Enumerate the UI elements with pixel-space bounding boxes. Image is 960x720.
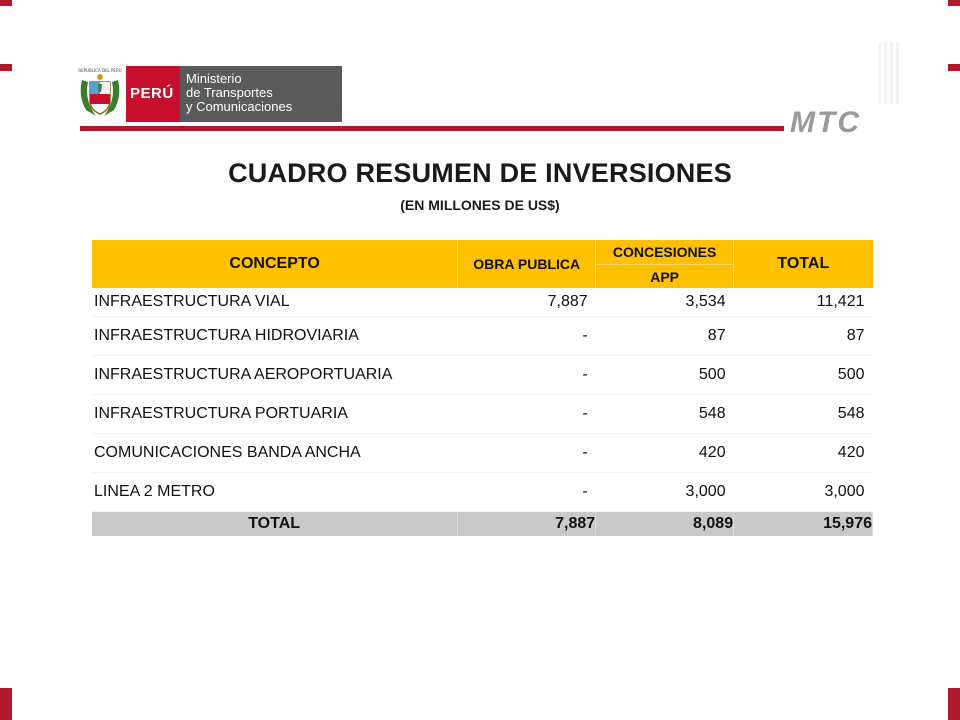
- row-total: 3,000: [734, 473, 873, 512]
- side-mark-right: [948, 64, 960, 71]
- page-subtitle: (EN MILLONES DE US$): [400, 197, 560, 213]
- row-app: 87: [596, 317, 734, 356]
- decorative-stripes: [878, 42, 902, 104]
- svg-text:REPUBLICA DEL PERU: REPUBLICA DEL PERU: [78, 68, 122, 73]
- header-obra-publica: OBRA PUBLICA: [458, 240, 596, 288]
- corner-mark-top-right: [948, 0, 960, 6]
- row-total: 548: [734, 395, 873, 434]
- corner-mark-bottom-left: [0, 688, 12, 720]
- header-total: TOTAL: [734, 240, 873, 288]
- row-app: 3,534: [596, 288, 734, 317]
- row-concepto: INFRAESTRUCTURA AEROPORTUARIA: [92, 356, 458, 395]
- row-obra-publica: -: [458, 395, 596, 434]
- coat-of-arms-icon: [76, 66, 124, 122]
- row-concepto: COMUNICACIONES BANDA ANCHA: [92, 434, 458, 473]
- ministry-line-3: y Comunicaciones: [186, 99, 293, 114]
- ministry-logo: [76, 66, 342, 124]
- side-mark-left: [0, 64, 12, 71]
- total-total: 15,976: [734, 512, 873, 537]
- row-obra-publica: -: [458, 317, 596, 356]
- row-obra-publica: -: [458, 356, 596, 395]
- row-concepto: LINEA 2 METRO: [92, 473, 458, 512]
- brand-logo: MTC: [790, 106, 861, 139]
- total-app: 8,089: [596, 512, 734, 537]
- row-obra-publica: -: [458, 473, 596, 512]
- row-app: 500: [596, 356, 734, 395]
- header-divider: [80, 126, 784, 131]
- row-concepto: INFRAESTRUCTURA HIDROVIARIA: [92, 317, 458, 356]
- table-row: [92, 288, 873, 317]
- row-concepto: INFRAESTRUCTURA PORTUARIA: [92, 395, 458, 434]
- table-row: [92, 317, 873, 356]
- total-label: TOTAL: [92, 512, 458, 537]
- ministry-line-2: de Transportes: [186, 85, 273, 100]
- header-concepto: CONCEPTO: [92, 240, 458, 288]
- country-label: PERÚ: [130, 85, 174, 102]
- row-app: 3,000: [596, 473, 734, 512]
- row-obra-publica: -: [458, 434, 596, 473]
- ministry-name-box: [180, 66, 342, 122]
- row-total: 420: [734, 434, 873, 473]
- row-total: 500: [734, 356, 873, 395]
- row-concepto: INFRAESTRUCTURA VIAL: [92, 288, 458, 317]
- row-total: 11,421: [734, 288, 873, 317]
- table-row: [92, 434, 873, 473]
- corner-mark-bottom-right: [948, 688, 960, 720]
- corner-mark-top-left: [0, 0, 12, 6]
- row-obra-publica: 7,887: [458, 288, 596, 317]
- page-title: CUADRO RESUMEN DE INVERSIONES: [228, 158, 732, 188]
- row-app: 420: [596, 434, 734, 473]
- row-app: 548: [596, 395, 734, 434]
- investment-table: [92, 240, 873, 536]
- header-concesiones: CONCESIONES: [596, 240, 734, 265]
- ministry-line-1: Ministerio: [186, 71, 242, 86]
- table-row: [92, 395, 873, 434]
- total-row: [92, 512, 873, 537]
- row-total: 87: [734, 317, 873, 356]
- table-row: [92, 473, 873, 512]
- header-app: APP: [596, 265, 734, 289]
- table-row: [92, 356, 873, 395]
- total-obra-publica: 7,887: [458, 512, 596, 537]
